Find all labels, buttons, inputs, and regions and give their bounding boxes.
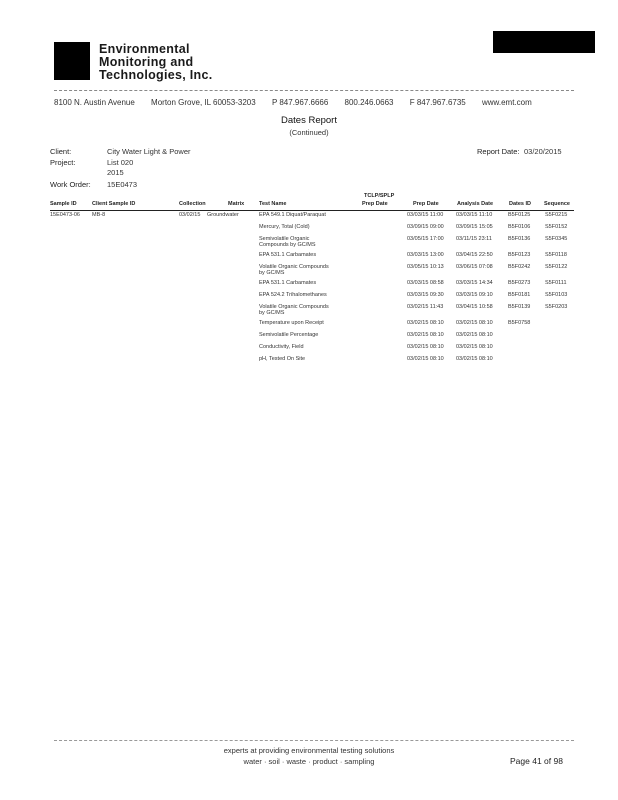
- client-label: Client:: [50, 147, 72, 156]
- analysis-cell: 03/04/15 10:58: [456, 304, 493, 310]
- seq-cell: S5F0215: [545, 212, 568, 218]
- test-name-cell: Semivolatile Organic: [259, 236, 310, 242]
- seq-cell: S5F0203: [545, 304, 568, 310]
- company-line-3: Technologies, Inc.: [99, 68, 213, 82]
- footer-divider: [54, 740, 574, 741]
- col-prep-date: Prep Date: [413, 201, 439, 207]
- page-number: Page 41 of 98: [510, 756, 563, 766]
- col-analysis-date: Analysis Date: [457, 201, 494, 207]
- test-name-cont-cell: Compounds by GC/MS: [259, 242, 316, 248]
- website-link[interactable]: www.emt.com: [481, 98, 532, 107]
- company-line-1: Environmental: [99, 42, 190, 56]
- col-sample-id: Sample ID: [50, 201, 77, 207]
- project-year: 2015: [107, 168, 124, 177]
- prep-cell: 03/02/15 08:10: [407, 332, 444, 338]
- client-sample-id-value: MB-8: [92, 212, 106, 218]
- dates-id-cell: B5F0181: [508, 292, 531, 298]
- phone-number: P 847.967.6666: [271, 98, 329, 107]
- col-sequence: Sequence: [544, 201, 570, 207]
- test-name-cell: Conductivity, Field: [259, 344, 304, 350]
- col-matrix: Matrix: [228, 201, 245, 207]
- prep-cell: 03/02/15 08:10: [407, 356, 444, 362]
- sample-id-value: 15E0473-06: [50, 212, 80, 218]
- seq-cell: S5F0122: [545, 264, 568, 270]
- test-name-cont-cell: by GC/MS: [259, 270, 285, 276]
- col-collection: Collection: [179, 201, 206, 207]
- workorder-label: Work Order:: [50, 180, 91, 189]
- analysis-cell: 03/03/15 11:10: [456, 212, 493, 218]
- dates-id-cell: B5F0106: [508, 224, 531, 230]
- analysis-cell: 03/03/15 09:10: [456, 292, 493, 298]
- prep-cell: 03/03/15 11:00: [407, 212, 444, 218]
- analysis-cell: 03/09/15 15:05: [456, 224, 493, 230]
- collection-value: 03/02/15: [179, 212, 201, 218]
- seq-cell: S5F0111: [545, 280, 567, 286]
- seq-cell: S5F0345: [545, 236, 568, 242]
- test-name-cell: Mercury, Total (Cold): [259, 224, 310, 230]
- dates-id-cell: B5F0125: [508, 212, 531, 218]
- dates-id-cell: B5F0273: [508, 280, 531, 286]
- report-subtitle: (Continued): [289, 128, 329, 137]
- street-address: 8100 N. Austin Avenue: [54, 98, 135, 107]
- prep-cell: 03/03/15 08:58: [407, 280, 444, 286]
- tollfree-number: 800.246.0663: [344, 98, 394, 107]
- col-client-sample-id: Client Sample ID: [92, 201, 136, 207]
- company-logo: [54, 42, 90, 80]
- test-name-cell: Semivolatile Percentage: [259, 332, 319, 338]
- test-name-cell: pH, Tested On Site: [259, 356, 306, 362]
- prep-cell: 03/02/15 11:43: [407, 304, 444, 310]
- col-tclp-1: TCLP/SPLP: [364, 193, 395, 199]
- prep-cell: 03/09/15 09:00: [407, 224, 444, 230]
- company-line-2: Monitoring and: [99, 55, 194, 69]
- company-name: [99, 43, 213, 82]
- dates-id-cell: B5F0242: [508, 264, 531, 270]
- test-name-cont-cell: by GC/MS: [259, 310, 285, 316]
- analysis-cell: 03/02/15 08:10: [456, 344, 493, 350]
- analysis-cell: 03/02/15 08:10: [456, 332, 493, 338]
- dates-id-cell: B5F0139: [508, 304, 531, 310]
- fax-number: F 847.967.6735: [409, 98, 466, 107]
- report-date-label: Report Date:: [477, 147, 520, 156]
- report-title: Dates Report: [281, 115, 337, 126]
- prep-cell: 03/05/15 10:13: [407, 264, 444, 270]
- test-name-cell: Volatile Organic Compounds: [259, 304, 329, 310]
- table-header-rule: [50, 210, 574, 211]
- matrix-value: Groundwater: [207, 212, 239, 218]
- test-name-cell: Temperature upon Receipt: [259, 320, 324, 326]
- analysis-cell: 03/11/15 23:11: [456, 236, 492, 242]
- prep-cell: 03/02/15 08:10: [407, 344, 444, 350]
- test-name-cell: EPA 549.1 Diquat/Paraquat: [259, 212, 326, 218]
- report-date-value: 03/20/2015: [524, 147, 562, 156]
- seq-cell: S5F0118: [545, 252, 567, 258]
- test-name-cell: Volatile Organic Compounds: [259, 264, 329, 270]
- address-line: [54, 98, 546, 107]
- client-value: City Water Light & Power: [107, 147, 191, 156]
- test-name-cell: EPA 531.1 Carbamates: [259, 252, 317, 258]
- prep-cell: 03/03/15 09:30: [407, 292, 444, 298]
- seq-cell: S5F0152: [545, 224, 568, 230]
- workorder-value: 15E0473: [107, 180, 138, 189]
- col-dates-id: Dates ID: [509, 201, 532, 207]
- dates-id-cell: B5F0136: [508, 236, 531, 242]
- analysis-cell: 03/02/15 08:10: [456, 320, 493, 326]
- footer-tagline: experts at providing environmental testing solutions: [223, 746, 395, 755]
- test-name-cell: EPA 531.1 Carbamates: [259, 280, 317, 286]
- test-name-cell: EPA 524.2 Trihalomethanes: [259, 292, 327, 298]
- analysis-cell: 03/03/15 14:34: [456, 280, 493, 286]
- dates-id-cell: B5F0758: [508, 320, 531, 326]
- prep-cell: 03/05/15 17:00: [407, 236, 444, 242]
- prep-cell: 03/02/15 08:10: [407, 320, 444, 326]
- analysis-cell: 03/04/15 22:50: [456, 252, 493, 258]
- col-tclp-2: Prep Date: [362, 201, 388, 207]
- city-address: Morton Grove, IL 60053-3203: [151, 98, 256, 107]
- redaction-block: [493, 31, 595, 53]
- project-value: List 020: [107, 158, 134, 167]
- header-divider: [54, 90, 574, 91]
- dates-id-cell: B5F0123: [508, 252, 531, 258]
- analysis-cell: 03/06/15 07:08: [456, 264, 493, 270]
- footer-services: water · soil · waste · product · sampling: [243, 757, 375, 766]
- prep-cell: 03/03/15 13:00: [407, 252, 444, 258]
- analysis-cell: 03/02/15 08:10: [456, 356, 493, 362]
- project-label: Project:: [50, 158, 76, 167]
- col-test-name: Test Name: [259, 201, 287, 207]
- seq-cell: S5F0103: [545, 292, 568, 298]
